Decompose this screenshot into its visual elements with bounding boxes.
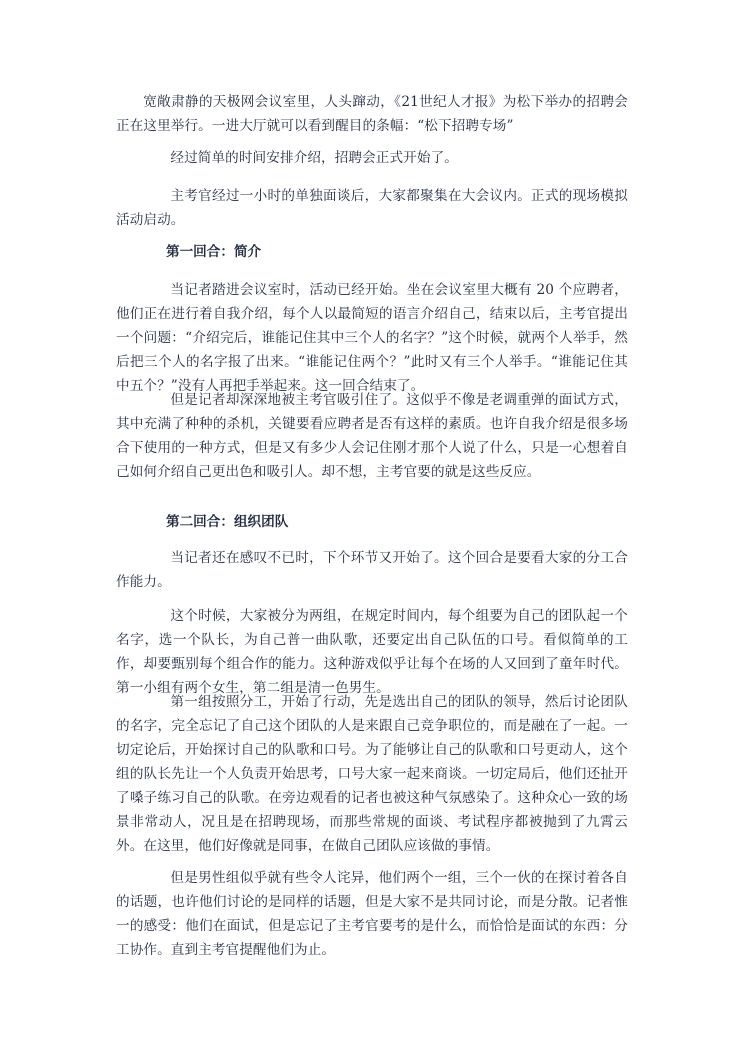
section-heading-round-2: 第二回合：组织团队 bbox=[166, 514, 289, 530]
paragraph-group-one bbox=[116, 690, 628, 858]
paragraph-teams bbox=[116, 604, 628, 700]
paragraph-text: 但是记者却深深地被主考官吸引住了。这似乎不像是老调重弹的面试方式，其中充满了种种的杀机，关键要看应聘者是否有这样的素质。也许自我介绍是很多场合下使用的一种方式，但是又有多少人会记住刚才那个人说了什么，只是一心想着自己如何介绍自己更出色和吸引人。却不想，主考官要的就是这些反应。 bbox=[116, 392, 628, 480]
paragraph-text: 主考官经过一小时的单独面谈后，大家都聚集在大会议内。正式的现场模拟活动启动。 bbox=[116, 188, 628, 228]
paragraph-text: 当记者踏进会议室时，活动已经开始。坐在会议室里大概有 20 个应聘者，他们正在进行着自我介绍，每个人以最简短的语言介绍自己，结束以后，主考官提出一个问题：“介绍完后，谁能记住其中三个人的名字？”这个时候，就两个人举手，然后把三个人的名字报了出来。“谁能记住两个？”此时又有三个人举手。“谁能记住其中五个？”没有人再把手举起来。这一回合结束了。 bbox=[116, 282, 628, 394]
paragraph-text: 但是男性组似乎就有些令人诧异，他们两个一组，三个一伙的在探讨着各自的话题，也许他们讨论的是同样的话题，但是大家不是共同讨论，而是分散。记者惟一的感受：他们在面试，但是忘记了主考官要考的是什么，而恰恰是面试的东西：分工协作。直到主考官提醒他们为止。 bbox=[116, 870, 628, 958]
paragraph-text: 第一组按照分工，开始了行动，先是选出自己的团队的领导，然后讨论团队的名字，完全忘记了自己这个团队的人是来跟自己竞争职位的，而是融在了一起。一切定论后，开始探讨自己的队歌和口号。为了能够让自己的队歌和口号更动人，这个组的队长先让一个人负责开始思考，口号大家一起来商谈。一切定局后，他们还扯开了嗓子练习自己的队歌。在旁边观看的记者也被这种气氛感染了。这种众心一致的场景非常动人，况且是在招聘现场，而那些常规的面谈、考试程序都被抛到了九霄云外。在这里，他们好像就是同事，在做自己团队应该做的事情。 bbox=[116, 694, 628, 854]
paragraph-group-two bbox=[116, 866, 628, 962]
paragraph-text: 这个时候，大家被分为两组，在规定时间内，每个组要为自己的团队起一个名字，选一个队长，为自己普一曲队歌，还要定出自己队伍的口号。看似简单的工作，却要甄别每个组合作的能力。这种游戏似乎让每个在场的人又回到了童年时代。第一小组有两个女生，第二组是清一色男生。 bbox=[116, 608, 628, 696]
paragraph-intro bbox=[116, 90, 628, 138]
paragraph-simulation bbox=[116, 184, 628, 232]
section-heading-round-1: 第一回合：简介 bbox=[166, 244, 262, 260]
paragraph-text: 宽敞肃静的天极网会议室里，人头蹿动，《21世纪人才报》为松下举办的招聘会正在这里举行。一进大厅就可以看到醒目的条幅：“松下招聘专场” bbox=[116, 94, 628, 134]
paragraph-round-1 bbox=[116, 278, 628, 398]
paragraph-reflection bbox=[116, 388, 628, 484]
paragraph-round-2-intro bbox=[116, 546, 628, 594]
paragraph-start bbox=[116, 146, 628, 170]
paragraph-text: 经过简单的时间安排介绍，招聘会正式开始了。 bbox=[170, 150, 458, 166]
paragraph-text: 当记者还在感叹不已时，下个环节又开始了。这个回合是要看大家的分工合作能力。 bbox=[116, 550, 628, 590]
